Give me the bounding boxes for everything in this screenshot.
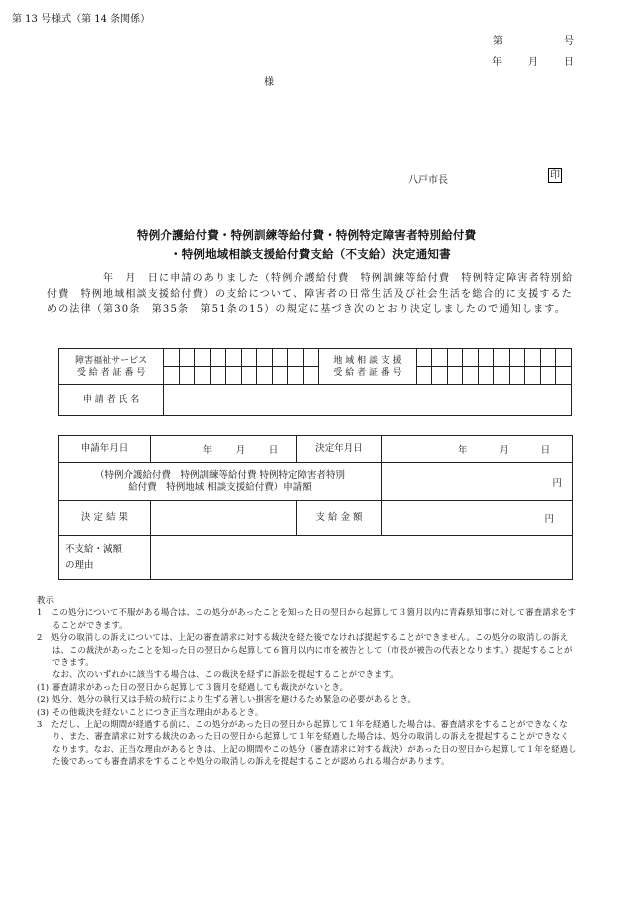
date-year: 年 <box>492 57 502 68</box>
payment-amount-field[interactable]: 円 <box>382 501 573 536</box>
consult-id-digit[interactable] <box>509 367 525 385</box>
instruction-item: なお、次のいずれかに該当する場合は、この裁決を経ずに訴訟を提起することができます。 <box>52 669 399 680</box>
welfare-id-digit[interactable] <box>164 367 180 385</box>
body-paragraph: 年 月 日に申請のありました（特例介護給付費 特例訓練等給付費 特例特定障害者特別給付費 特例地域相談支援給付費）の支給について、障害者の日常生活及び社会生活を総合的に支援するための法律（第30条 第35条 第51条の15）の規定に基づき次のとおり決定しましたので通知します。 <box>47 273 574 315</box>
applicant-name-field[interactable] <box>164 385 572 416</box>
welfare-id-digit[interactable] <box>272 367 288 385</box>
consult-id-digit[interactable] <box>463 367 479 385</box>
consult-id-digit[interactable] <box>432 367 448 385</box>
decision-date-label: 決定年月日 <box>297 436 382 463</box>
addressee-suffix: 様 <box>264 77 274 88</box>
consult-id-digit[interactable] <box>556 349 572 367</box>
welfare-id-digit[interactable] <box>226 349 242 367</box>
instructions <box>37 594 577 768</box>
consult-id-digit[interactable] <box>447 349 463 367</box>
welfare-id-digit[interactable] <box>257 349 273 367</box>
form-number: 第 13 号様式（第 14 条関係） <box>12 14 151 25</box>
applicant-name-label: 申 請 者 氏 名 <box>59 385 164 416</box>
welfare-id-digit[interactable] <box>303 367 319 385</box>
consult-id-label: 地 域 相 談 支 援 受 給 者 証 番 号 <box>319 349 416 385</box>
welfare-id-digit[interactable] <box>164 349 180 367</box>
welfare-id-label: 障害福祉サービス 受 給 者 証 番 号 <box>59 349 164 385</box>
title-line-2: ・特例地域相談支援給付費支給（不支給）決定通知書 <box>170 247 451 261</box>
consult-id-digit[interactable] <box>416 367 432 385</box>
welfare-id-digit[interactable] <box>210 349 226 367</box>
consult-id-digit[interactable] <box>447 367 463 385</box>
consult-id-digit[interactable] <box>478 367 494 385</box>
consult-id-digit[interactable] <box>509 349 525 367</box>
seal-box: 印 <box>550 170 560 181</box>
welfare-id-digit[interactable] <box>288 367 304 385</box>
decision-result-label: 決 定 結 果 <box>59 501 151 536</box>
application-date-label: 申請年月日 <box>59 436 151 463</box>
consult-id-digit[interactable] <box>478 349 494 367</box>
consult-id-digit[interactable] <box>540 367 556 385</box>
reason-label: 不支給・減額 の理由 <box>59 536 151 580</box>
decision-result-field[interactable] <box>151 501 297 536</box>
instruction-item: 3 ただし、上記の期間が経過する前に、この処分があった日の翌日から起算して１年を経過した場合は、審査請求をすることができなくなり、また、審査請求に対する裁決のあった日の翌日から起算して１年を経過した場合は、処分の取消しの訴えを提起することができなくなります。なお、正当な理由があるときは、上記の期間やこの処分（審査請求に対する裁決）があった日の翌日から起算して１年を経過した後であっても審査請求をすることや処分の取消しの訴えを提起することが認められる場合があります。 <box>37 719 577 767</box>
welfare-id-digit[interactable] <box>179 349 195 367</box>
instruction-item: (1) 審査請求があった日の翌日から起算して３箇月を経過しても裁決がないとき。 <box>37 681 349 692</box>
number-prefix: 第 <box>493 36 503 47</box>
instruction-item: 1 この処分について不服がある場合は、この処分があったことを知った日の翌日から起算して３箇月以内に青森県知事に対して審査請求をすることができます。 <box>37 607 577 630</box>
welfare-id-digit[interactable] <box>195 367 211 385</box>
consult-id-digit[interactable] <box>463 349 479 367</box>
reason-field[interactable] <box>151 536 573 580</box>
welfare-id-digit[interactable] <box>257 367 273 385</box>
decision-table <box>58 435 573 580</box>
consult-id-digit[interactable] <box>540 349 556 367</box>
welfare-id-digit[interactable] <box>303 349 319 367</box>
instructions-heading: 教示 <box>37 595 54 605</box>
welfare-id-digit[interactable] <box>195 349 211 367</box>
consult-id-digit[interactable] <box>494 349 510 367</box>
instruction-item: (2) 処分、処分の執行又は手続の続行により生ずる著しい損害を避けるため緊急の必要があるとき。 <box>37 694 417 705</box>
recipient-table <box>58 348 572 416</box>
welfare-id-digit[interactable] <box>179 367 195 385</box>
number-suffix: 号 <box>564 36 574 47</box>
payment-amount-label: 支 給 金 額 <box>297 501 382 536</box>
welfare-id-digit[interactable] <box>288 349 304 367</box>
title-line-1: 特例介護給付費・特例訓練等給付費・特例特定障害者特別給付費 <box>137 228 477 242</box>
date-month: 月 <box>528 57 538 68</box>
instruction-item: 2 処分の取消しの訴えについては、上記の審査請求に対する裁決を経た後でなければ提起することができません。この処分の取消しの訴えは、この裁決があったことを知った日の翌日から起算して６箇月以内に市を被告として（市長が被告の代表となります。）提起することができます。 <box>37 632 573 668</box>
decision-date-field[interactable]: 年 月 日 <box>382 436 573 463</box>
claim-amount-label: （特例介護給付費 特例訓練等給付費 特例特定障害者特別 給付費 特例地域 相談支援給付費）申請額 <box>59 463 382 501</box>
application-date-field[interactable]: 年 月 日 <box>151 436 297 463</box>
consult-id-digit[interactable] <box>416 349 432 367</box>
welfare-id-digit[interactable] <box>241 349 257 367</box>
welfare-id-digit[interactable] <box>226 367 242 385</box>
consult-id-digit[interactable] <box>525 367 541 385</box>
issuer-name: 八戸市長 <box>408 175 448 186</box>
consult-id-digit[interactable] <box>525 349 541 367</box>
instruction-item: (3) その他裁決を経ないことにつき正当な理由があるとき。 <box>37 706 264 717</box>
claim-amount-field[interactable]: 円 <box>382 463 573 501</box>
welfare-id-digit[interactable] <box>210 367 226 385</box>
date-day: 日 <box>564 57 574 68</box>
consult-id-digit[interactable] <box>494 367 510 385</box>
consult-id-digit[interactable] <box>432 349 448 367</box>
welfare-id-digit[interactable] <box>241 367 257 385</box>
welfare-id-digit[interactable] <box>272 349 288 367</box>
consult-id-digit[interactable] <box>556 367 572 385</box>
